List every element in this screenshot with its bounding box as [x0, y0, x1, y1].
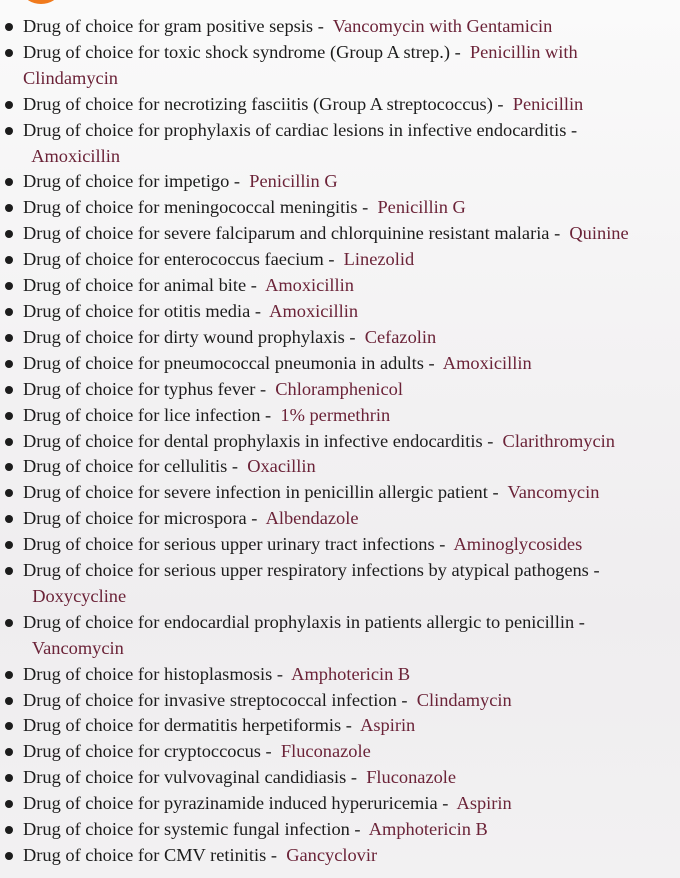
list-item: [0, 662, 680, 688]
condition-text: Drug of choice for impetigo -: [23, 171, 241, 192]
list-item: [0, 195, 680, 221]
drug-of-choice-list: [0, 14, 680, 869]
bullet-icon: [5, 360, 13, 368]
drug-name: 1% permethrin: [280, 404, 391, 425]
condition-text: Drug of choice for systemic fungal infection -: [23, 819, 361, 840]
condition-text: Drug of choice for meningococcal meningitis -: [23, 197, 369, 218]
list-item: [0, 118, 643, 170]
list-item: [0, 506, 680, 532]
list-item: [0, 843, 680, 869]
list-item: [0, 221, 680, 247]
condition-text: Drug of choice for pyrazinamide induced hyperuricemia -: [23, 793, 449, 814]
condition-text: Drug of choice for prophylaxis of cardiac lesions in infective endocarditis -: [23, 119, 578, 140]
drug-name: Oxacillin: [247, 456, 316, 477]
drug-name: Penicillin with Clindamycin: [23, 41, 578, 88]
bullet-icon: [5, 256, 13, 264]
list-item: [0, 532, 680, 558]
condition-text: Drug of choice for animal bite -: [23, 275, 257, 296]
list-item: [0, 351, 680, 377]
list-item: [0, 480, 680, 506]
list-item: [0, 791, 680, 817]
list-item: [0, 454, 680, 480]
bullet-icon: [5, 671, 13, 679]
list-item: [0, 688, 680, 714]
list-item: [0, 247, 680, 273]
bullet-icon: [5, 334, 13, 342]
list-item: [0, 739, 680, 765]
bullet-icon: [5, 178, 13, 186]
list-item: [0, 713, 680, 739]
bullet-icon: [5, 386, 13, 394]
condition-text: Drug of choice for cryptoccocus -: [23, 741, 272, 762]
drug-name: Cefazolin: [364, 326, 437, 347]
bullet-icon: [5, 127, 13, 135]
drug-name: Amphotericin B: [291, 663, 411, 684]
condition-text: Drug of choice for pneumococcal pneumonia in adults -: [23, 352, 435, 373]
bullet-icon: [5, 489, 13, 497]
list-item: [0, 273, 680, 299]
orange-logo-fragment: [24, 0, 58, 4]
bullet-icon: [5, 697, 13, 705]
condition-text: Drug of choice for toxic shock syndrome (Group A strep.) -: [23, 41, 461, 62]
list-item: [0, 325, 680, 351]
bullet-icon: [5, 800, 13, 808]
list-item: [0, 92, 680, 118]
bullet-icon: [5, 308, 13, 316]
bullet-icon: [5, 774, 13, 782]
drug-name: Vancomycin: [507, 482, 600, 503]
drug-name: Clindamycin: [416, 689, 512, 710]
condition-text: Drug of choice for histoplasmosis -: [23, 663, 283, 684]
drug-name: Vancomycin with Gentamicin: [332, 16, 553, 36]
list-item: [0, 765, 680, 791]
condition-text: Drug of choice for otitis media -: [23, 300, 261, 321]
bullet-icon: [5, 567, 13, 575]
bullet-icon: [5, 282, 13, 290]
drug-name: Doxycycline: [32, 585, 127, 606]
bullet-icon: [5, 101, 13, 109]
condition-text: Drug of choice for dirty wound prophylaxis -: [23, 326, 356, 347]
condition-text: Drug of choice for severe infection in penicillin allergic patient -: [23, 482, 499, 503]
list-item: [0, 403, 680, 429]
bullet-icon: [5, 463, 13, 471]
condition-text: Drug of choice for endocardial prophylaxis in patients allergic to penicillin -: [23, 611, 585, 632]
bullet-icon: [5, 23, 13, 31]
condition-text: Drug of choice for severe falciparum and chlorquinine resistant malaria -: [23, 223, 561, 244]
drug-name: Fluconazole: [366, 767, 457, 788]
bullet-icon: [5, 852, 13, 860]
drug-name: Penicillin: [512, 93, 584, 114]
bullet-icon: [5, 204, 13, 212]
drug-name: Penicillin G: [377, 197, 466, 218]
list-item: [0, 610, 643, 662]
drug-name: Albendazole: [265, 508, 359, 529]
bullet-icon: [5, 412, 13, 420]
drug-name: Vancomycin: [31, 637, 124, 658]
condition-text: Drug of choice for CMV retinitis -: [23, 845, 278, 865]
bullet-icon: [5, 541, 13, 549]
bullet-icon: [5, 438, 13, 446]
bullet-icon: [5, 230, 13, 238]
drug-name: Amphotericin B: [368, 819, 488, 840]
drug-name: Linezolid: [343, 249, 415, 270]
drug-name: Clarithromycin: [502, 430, 615, 451]
drug-name: Aspirin: [360, 715, 416, 736]
drug-name: Aminoglycosides: [453, 534, 583, 555]
bullet-icon: [5, 748, 13, 756]
bullet-icon: [5, 515, 13, 523]
list-item: [0, 169, 680, 195]
list-item: [0, 299, 680, 325]
drug-name: Amoxicillin: [442, 352, 532, 373]
condition-text: Drug of choice for invasive streptococcal infection -: [23, 689, 408, 710]
bullet-icon: [5, 722, 13, 730]
list-item: [0, 558, 643, 610]
drug-name: Aspirin: [456, 793, 512, 814]
condition-text: Drug of choice for cellulitis -: [23, 456, 238, 477]
condition-text: Drug of choice for necrotizing fasciitis (Group A streptococcus) -: [23, 93, 504, 114]
condition-text: Drug of choice for serious upper urinary tract infections -: [23, 534, 446, 555]
bullet-icon: [5, 49, 13, 57]
drug-name: Chloramphenicol: [275, 378, 403, 399]
drug-name: Gancyclovir: [286, 845, 378, 865]
condition-text: Drug of choice for dental prophylaxis in infective endocarditis -: [23, 430, 494, 451]
condition-text: Drug of choice for typhus fever -: [23, 378, 267, 399]
condition-text: Drug of choice for vulvovaginal candidiasis -: [23, 767, 357, 788]
condition-text: Drug of choice for lice infection -: [23, 404, 272, 425]
drug-name: Penicillin G: [249, 171, 338, 192]
list-item: [0, 14, 680, 40]
bullet-icon: [5, 619, 13, 627]
drug-name: Quinine: [569, 223, 629, 244]
drug-name: Amoxicillin: [31, 145, 121, 166]
drug-name: Amoxicillin: [269, 300, 359, 321]
drug-name: Amoxicillin: [265, 275, 354, 296]
condition-text: Drug of choice for gram positive sepsis -: [23, 16, 324, 36]
list-item: [0, 377, 680, 403]
condition-text: Drug of choice for microspora -: [23, 508, 258, 529]
drug-name: Fluconazole: [280, 741, 371, 762]
bullet-icon: [5, 826, 13, 834]
condition-text: Drug of choice for dermatitis herpetiformis -: [23, 715, 352, 736]
list-item: [0, 817, 680, 843]
condition-text: Drug of choice for serious upper respiratory infections by atypical pathogens -: [23, 560, 600, 581]
list-item: [0, 429, 680, 455]
condition-text: Drug of choice for enterococcus faecium -: [23, 249, 335, 270]
list-item: [0, 40, 643, 92]
